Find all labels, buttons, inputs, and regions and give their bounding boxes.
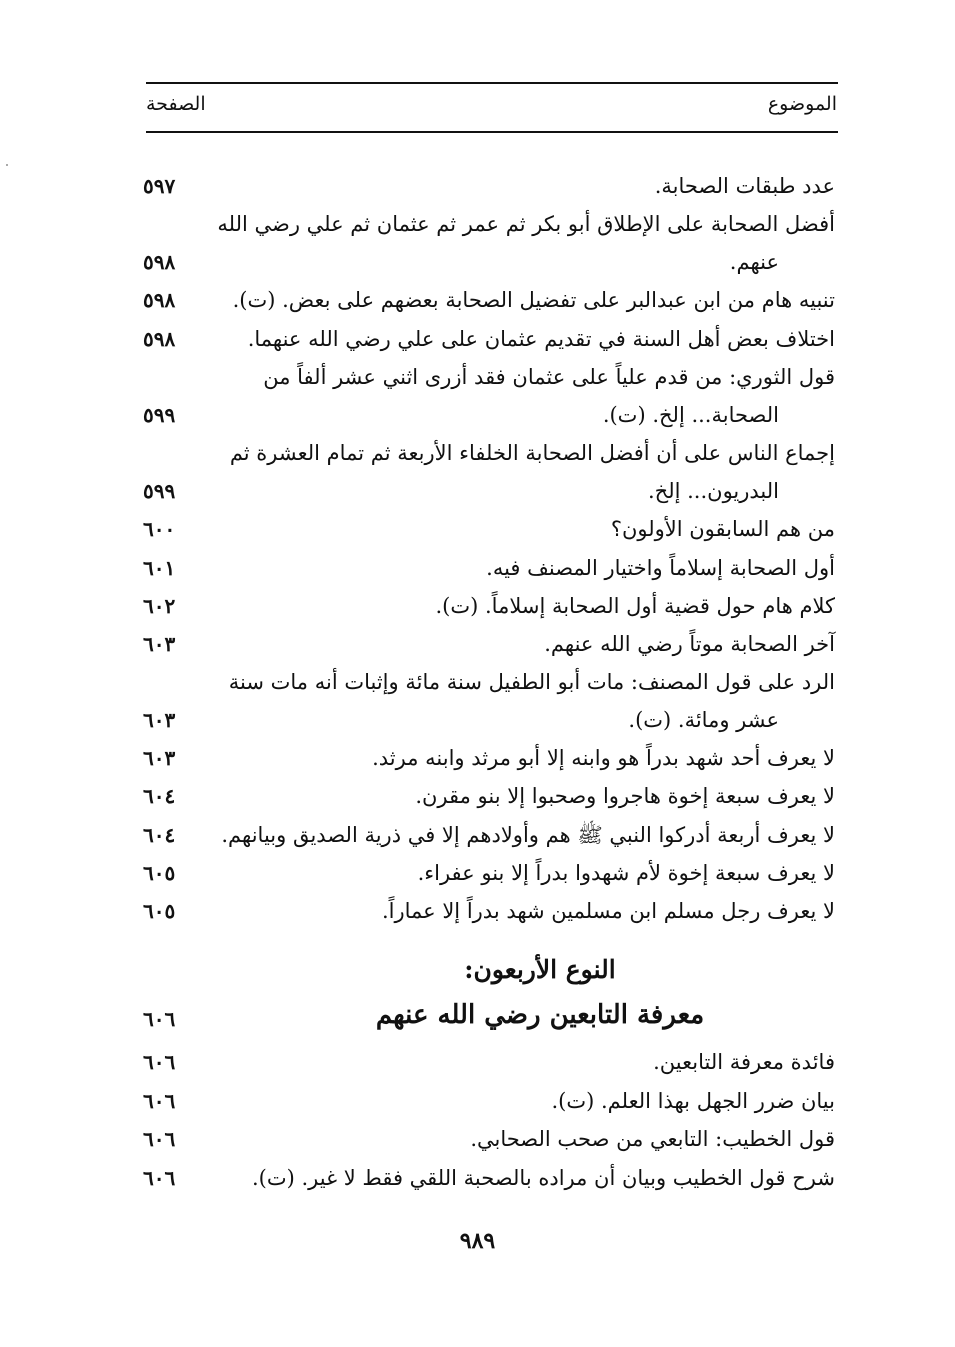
section-title: النوع الأربعون: <box>464 955 616 984</box>
index-row <box>0 892 955 930</box>
entry-text: إجماع الناس على أن أفضل الصحابة الخلفاء الأربعة ثم تمام العشرة ثم <box>229 441 835 466</box>
entry-page-number: ٦٠٦ <box>143 1088 176 1113</box>
index-row <box>0 625 955 663</box>
entry-page-number: ٥٩٧ <box>143 174 176 198</box>
entry-page-number: ٥٩٨ <box>143 288 176 313</box>
entry-text: لا يعرف أربعة أدركوا النبي ﷺ هم وأولادهم إلا في ذرية الصديق وبيانهم. <box>221 822 835 847</box>
index-row <box>0 854 955 892</box>
index-row <box>0 167 955 205</box>
entry-page-number: ٥٩٩ <box>143 479 176 504</box>
entry-text: قول الخطيب: التابعي من صحب الصحابي. <box>470 1127 835 1151</box>
entry-text: عدد طبقات الصحابة. <box>654 174 835 198</box>
index-row <box>0 739 955 777</box>
entry-page-number: ٦٠٣ <box>143 631 176 656</box>
entry-text: لا يعرف رجل مسلم ابن مسلمين شهد بدراً إلا عماراً. <box>381 898 835 923</box>
index-row <box>0 472 955 510</box>
entry-page-number: ٦٠٢ <box>143 593 176 618</box>
header-bottom-rule <box>146 131 838 133</box>
entry-page-number: ٦٠٥ <box>143 860 176 885</box>
index-row <box>0 320 955 358</box>
index-row <box>0 358 955 396</box>
entry-text: عنهم. <box>729 250 779 275</box>
index-row <box>0 549 955 587</box>
index-row <box>0 1043 955 1081</box>
entry-page-number: ٦٠٤ <box>143 822 176 847</box>
header-top-rule <box>146 82 838 84</box>
entry-text: لا يعرف سبعة إخوة لأم شهدوا بدراً إلا بنو عفراء. <box>417 860 835 885</box>
entry-text: الصحابة... إلخ. (ت). <box>602 402 779 427</box>
page-column-header: الصفحة <box>146 93 206 115</box>
index-row <box>0 701 955 739</box>
entry-text: البدريون... إلخ. <box>647 479 779 504</box>
index-row <box>0 587 955 625</box>
entry-text: كلام هام حول قضية أول الصحابة إسلاماً. (ت). <box>435 593 835 618</box>
entry-page-number: ٥٩٨ <box>143 250 176 275</box>
entry-page-number: ٦٠٣ <box>143 708 176 733</box>
entry-text: الرد على قول المصنف: مات أبو الطفيل سنة مائة وإثبات أنه مات سنة <box>228 669 835 694</box>
index-row <box>0 777 955 815</box>
section-subtitle: معرفة التابعين رضي الله عنهم <box>375 1000 705 1030</box>
index-row <box>0 396 955 434</box>
page-number: ٩٨٩ <box>459 1228 496 1254</box>
entry-page-number: ٦٠١ <box>143 555 176 580</box>
index-row <box>0 1082 955 1120</box>
entry-page-number: ٦٠٠ <box>143 517 176 542</box>
entry-page-number: ٦٠٦ <box>143 1165 176 1190</box>
entry-text: شرح قول الخطيب وبيان أن مراده بالصحبة اللقي فقط لا غير. (ت). <box>251 1165 835 1190</box>
entry-page-number: ٦٠٤ <box>143 784 176 809</box>
entry-text: لا يعرف أحد شهد بدراً هو وابنه إلا أبو مرثد وابنه مرثد. <box>372 746 835 771</box>
entry-text: لا يعرف سبعة إخوة هاجروا وصحبوا إلا بنو مقرن. <box>415 784 835 809</box>
entry-page-number: ٥٩٨ <box>143 326 176 351</box>
margin-dot <box>6 164 8 166</box>
entry-page-number: ٥٩٩ <box>143 402 176 427</box>
entry-page-number: ٦٠٦ <box>143 1127 176 1151</box>
index-row <box>0 1120 955 1158</box>
index-row <box>0 1159 955 1197</box>
index-row <box>0 205 955 243</box>
section-subtitle-page: ٦٠٦ <box>143 1007 176 1031</box>
entry-page-number: ٦٠٥ <box>143 898 176 923</box>
topic-column-header: الموضوع <box>767 93 837 115</box>
entry-text: عشر ومائة. (ت). <box>628 708 779 733</box>
entry-page-number: ٦٠٦ <box>143 1050 176 1074</box>
section-subtitle-row <box>0 1000 955 1038</box>
entry-text: قول الثوري: من قدم علياً على عثمان فقد أزرى اثني عشر ألفاً من <box>263 364 835 389</box>
entry-text: اختلاف بعض أهل السنة في تقديم عثمان على علي رضي الله عنهما. <box>247 326 835 351</box>
entry-text: أول الصحابة إسلاماً واختيار المصنف فيه. <box>486 555 835 580</box>
entry-text: أفضل الصحابة على الإطلاق أبو بكر ثم عمر ثم عثمان ثم علي رضي الله <box>217 212 835 237</box>
index-row <box>0 281 955 319</box>
index-row <box>0 663 955 701</box>
index-row <box>0 434 955 472</box>
entry-page-number: ٦٠٣ <box>143 746 176 771</box>
entry-text: فائدة معرفة التابعين. <box>653 1050 835 1074</box>
index-row <box>0 510 955 548</box>
index-row <box>0 816 955 854</box>
index-row <box>0 243 955 281</box>
entry-text: من هم السابقون الأولون؟ <box>610 517 835 542</box>
entry-text: بيان ضرر الجهل بهذا العلم. (ت). <box>551 1088 835 1113</box>
entry-text: آخر الصحابة موتاً رضي الله عنهم. <box>544 631 835 656</box>
entry-text: تنبيه هام من ابن عبدالبر على تفضيل الصحابة بعضهم على بعض. (ت). <box>232 288 835 313</box>
